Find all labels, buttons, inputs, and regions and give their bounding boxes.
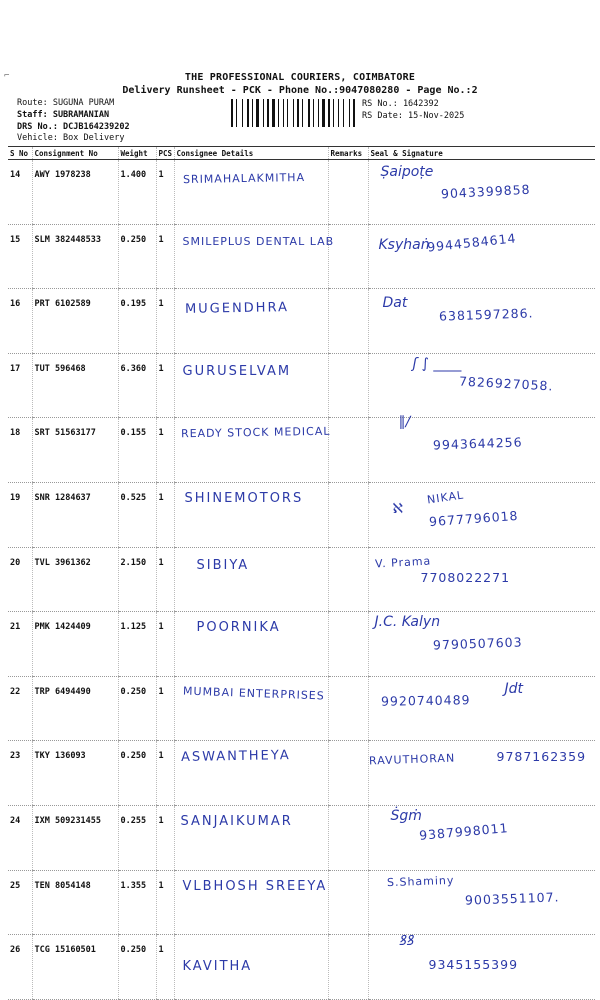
row-sno: 20: [8, 547, 32, 612]
row-consignee-cell: [174, 482, 328, 547]
barcode-bar: [326, 99, 327, 127]
col-consignment: Consignment No: [32, 147, 118, 160]
row-pcs: 1: [156, 676, 174, 741]
table-row: [8, 224, 595, 289]
barcode-bar: [353, 99, 355, 127]
row-pcs: 1: [156, 160, 174, 225]
barcode-bar: [270, 99, 271, 127]
row-seal-signature-cell: [368, 160, 595, 225]
row-seal-signature-cell: [368, 805, 595, 870]
row-consignment-no: PRT 6102589: [32, 289, 118, 354]
barcode-bar: [267, 99, 269, 127]
table-row: [8, 935, 595, 1000]
row-weight: 1.355: [118, 870, 156, 935]
row-weight: 0.250: [118, 224, 156, 289]
row-sno: 16: [8, 289, 32, 354]
row-consignee-cell: [174, 805, 328, 870]
route-label: Route: SUGUNA PURAM: [17, 98, 115, 108]
receiver-name-handwriting: S.Shaminy: [386, 873, 455, 889]
phone-handwriting: 7826927058.: [458, 373, 554, 394]
table-row: [8, 289, 595, 354]
barcode-bar: [283, 99, 284, 127]
barcode-bar: [285, 99, 286, 127]
row-consignee-cell: [174, 870, 328, 935]
row-pcs: 1: [156, 289, 174, 354]
barcode-bar: [315, 99, 317, 127]
barcode-bar: [250, 99, 251, 127]
row-consignment-no: IXM 509231455: [32, 805, 118, 870]
signature-scribble: Ksyhaṅ: [378, 236, 430, 253]
row-seal-signature-cell: [368, 289, 595, 354]
row-pcs: 1: [156, 805, 174, 870]
barcode-bar: [287, 99, 289, 127]
phone-handwriting: 9944584614: [425, 229, 517, 255]
row-consignee-cell: [174, 289, 328, 354]
row-sno: 26: [8, 935, 32, 1000]
table-row: [8, 160, 595, 225]
row-consignment-no: TKY 136093: [32, 741, 118, 806]
row-pcs: 1: [156, 353, 174, 418]
row-seal-signature-cell: [368, 676, 595, 741]
signature-scribble: ℵ: [392, 500, 403, 517]
table-row: [8, 547, 595, 612]
barcode-bar: [302, 99, 303, 127]
col-consignee: Consignee Details: [174, 147, 328, 160]
row-remarks: [328, 870, 368, 935]
barcode-bar: [236, 99, 237, 127]
row-sno: 21: [8, 612, 32, 677]
col-pcs: PCS: [156, 147, 174, 160]
runsheet-table: [8, 146, 595, 1000]
table-row: [8, 353, 595, 418]
row-consignment-no: PMK 1424409: [32, 612, 118, 677]
row-weight: 0.525: [118, 482, 156, 547]
row-pcs: 1: [156, 547, 174, 612]
consignee-handwriting: ASWANTHEYA: [180, 748, 291, 766]
barcode-bar: [320, 99, 321, 127]
row-remarks: [328, 224, 368, 289]
row-consignee-cell: [174, 353, 328, 418]
barcode-bar: [295, 99, 296, 127]
barcode-bar: [231, 99, 233, 127]
row-remarks: [328, 741, 368, 806]
row-seal-signature-cell: [368, 482, 595, 547]
row-pcs: 1: [156, 482, 174, 547]
barcode-bar: [349, 99, 350, 127]
barcode-bar: [272, 99, 275, 127]
row-remarks: [328, 805, 368, 870]
consignee-handwriting: MUMBAI ENTERPRISES: [182, 684, 325, 703]
barcode-bar: [242, 99, 243, 127]
consignee-handwriting: READY STOCK MEDICAL: [180, 425, 331, 441]
row-weight: 0.195: [118, 289, 156, 354]
phone-handwriting: 9787162359: [496, 749, 587, 765]
col-remarks: Remarks: [328, 147, 368, 160]
barcode-bar: [297, 99, 299, 127]
receiver-name-handwriting: RAVUTHORAN: [368, 751, 455, 768]
row-consignee-cell: [174, 676, 328, 741]
barcode-bar: [311, 99, 312, 127]
signature-scribble: J.C. Kalyn: [374, 614, 441, 631]
table-row: [8, 741, 595, 806]
col-weight: Weight: [118, 147, 156, 160]
staff-label: Staff: SUBRAMANIAN: [17, 110, 110, 120]
barcode-bar: [263, 99, 264, 127]
row-sno: 25: [8, 870, 32, 935]
row-sno: 17: [8, 353, 32, 418]
vehicle-label: Vehicle: Box Delivery: [17, 133, 125, 143]
row-sno: 23: [8, 741, 32, 806]
row-pcs: 1: [156, 612, 174, 677]
consignee-handwriting: SIBIYA: [196, 557, 250, 573]
table-row: [8, 870, 595, 935]
row-pcs: 1: [156, 418, 174, 483]
row-seal-signature-cell: [368, 547, 595, 612]
barcode-bar: [351, 99, 352, 127]
row-seal-signature-cell: [368, 741, 595, 806]
row-remarks: [328, 353, 368, 418]
row-consignment-no: TRP 6494490: [32, 676, 118, 741]
drs-number: DRS No.: DCJB164239202: [17, 122, 130, 132]
barcode-bar: [280, 99, 282, 127]
row-pcs: 1: [156, 870, 174, 935]
barcode-bar: [313, 99, 314, 127]
row-weight: 0.255: [118, 805, 156, 870]
row-consignee-cell: [174, 612, 328, 677]
consignee-handwriting: MUGENDHRA: [184, 300, 289, 318]
row-consignee-cell: [174, 741, 328, 806]
phone-handwriting: 9790507603: [432, 634, 523, 653]
signature-scribble: Dat: [382, 295, 408, 312]
consignee-handwriting: GURUSELVAM: [182, 363, 292, 379]
barcode-bar: [328, 99, 330, 127]
row-consignee-cell: [174, 418, 331, 483]
barcode-bar: [333, 99, 334, 127]
barcode-bar: [356, 99, 357, 127]
signature-scribble: ∥∕: [398, 414, 411, 431]
row-sno: 14: [8, 160, 32, 225]
phone-handwriting: 9003551107.: [464, 888, 560, 908]
phone-handwriting: 9043399858: [440, 181, 531, 202]
barcode-bar: [276, 99, 277, 127]
row-consignment-no: TCG 15160501: [32, 935, 118, 1000]
row-remarks: [328, 289, 368, 354]
row-consignee-cell: [174, 160, 328, 225]
col-sno: S No: [8, 147, 32, 160]
signature-scribble: ꝸꝸ: [398, 933, 414, 950]
row-pcs: 1: [156, 741, 174, 806]
table-row: [8, 482, 595, 547]
barcode-bar: [244, 99, 246, 127]
barcode-bar: [343, 99, 344, 127]
barcode-bar: [254, 99, 255, 127]
company-title: THE PROFESSIONAL COURIERS, COIMBATORE: [184, 72, 416, 83]
phone-handwriting: 9920740489: [380, 691, 471, 709]
rs-date: RS Date: 15-Nov-2025: [362, 111, 465, 121]
consignee-handwriting: SRIMAHALAKMITHA: [182, 170, 305, 187]
row-sno: 22: [8, 676, 32, 741]
barcode-bar: [260, 99, 262, 127]
row-weight: 6.360: [118, 353, 156, 418]
page-corner-mark: ⌐: [4, 71, 10, 81]
runsheet-title: Delivery Runsheet - PCK - Phone No.:9047080280 - Page No.:2: [122, 85, 478, 96]
row-sno: 18: [8, 418, 32, 483]
barcode-bar: [300, 99, 301, 127]
barcode-bar: [247, 99, 249, 127]
row-weight: 1.400: [118, 160, 156, 225]
col-seal: Seal & Signature: [368, 147, 595, 160]
row-seal-signature-cell: [368, 414, 595, 483]
barcode-bar: [335, 99, 337, 127]
barcode-bar: [293, 99, 294, 127]
row-pcs: 1: [156, 224, 174, 289]
barcode-bar: [345, 99, 348, 127]
row-seal-signature-cell: [368, 353, 595, 418]
barcode-bar: [304, 99, 307, 127]
barcode-bar: [289, 99, 292, 127]
signature-scribble: Ṣaipoṭe: [380, 164, 434, 180]
receiver-name-handwriting: V. Prama: [374, 554, 432, 571]
consignee-handwriting: VLBHOSH SREEYA: [182, 878, 328, 894]
row-consignment-no: TUT 596468: [32, 353, 118, 418]
phone-handwriting: 9677796018: [428, 507, 519, 530]
row-remarks: [328, 418, 368, 483]
barcode-bar: [238, 99, 241, 127]
table-row: [8, 805, 595, 870]
row-weight: 2.150: [118, 547, 156, 612]
row-consignment-no: SRT 51563177: [32, 418, 118, 483]
row-consignment-no: TEN 8054148: [32, 870, 118, 935]
row-consignee-cell: [174, 547, 328, 612]
row-remarks: [328, 935, 368, 1000]
consignee-handwriting: SHINEMOTORS: [184, 490, 304, 506]
row-remarks: [328, 547, 368, 612]
consignee-handwriting: SMILEPLUS DENTAL LAB: [182, 234, 335, 248]
barcode-bar: [338, 99, 339, 127]
table-header-row: [8, 147, 595, 160]
row-consignment-no: SLM 382448533: [32, 224, 118, 289]
row-weight: 0.250: [118, 676, 156, 741]
row-consignment-no: TVL 3961362: [32, 547, 118, 612]
barcode: [231, 99, 358, 127]
phone-handwriting: 9943644256: [432, 434, 523, 453]
phone-handwriting: 9387998011: [418, 820, 509, 843]
phone-handwriting: 6381597286.: [438, 305, 534, 324]
row-consignee-cell: [174, 935, 328, 1000]
phone-handwriting: 9345155399: [428, 957, 519, 973]
row-sno: 19: [8, 482, 32, 547]
row-weight: 0.250: [118, 935, 156, 1000]
row-weight: 1.125: [118, 612, 156, 677]
row-seal-signature-cell: [368, 612, 595, 677]
row-consignee-cell: [174, 224, 335, 289]
consignee-handwriting: SANJAIKUMAR: [180, 813, 293, 829]
barcode-bar: [252, 99, 253, 127]
barcode-bar: [331, 99, 332, 127]
rs-number: RS No.: 1642392: [362, 99, 439, 109]
row-consignment-no: AWY 1978238: [32, 160, 118, 225]
barcode-bar: [318, 99, 319, 127]
row-pcs: 1: [156, 935, 174, 1000]
table-row: [8, 418, 595, 483]
row-seal-signature-cell: [368, 870, 595, 935]
consignee-handwriting: KAVITHA: [182, 959, 253, 975]
row-weight: 0.155: [118, 418, 156, 483]
signature-scribble: Ṡgṁ: [390, 807, 422, 824]
table-row: [8, 676, 595, 741]
barcode-bar: [265, 99, 266, 127]
row-remarks: [328, 676, 368, 741]
barcode-bar: [322, 99, 325, 127]
table-row: [8, 612, 595, 677]
barcode-bar: [256, 99, 259, 127]
signature-scribble: Jdt: [504, 680, 524, 697]
barcode-bar: [340, 99, 342, 127]
receiver-name-handwriting: NIKAL: [425, 488, 465, 507]
row-sno: 15: [8, 224, 32, 289]
barcode-bar: [234, 99, 235, 127]
consignee-handwriting: POORNIKA: [196, 620, 281, 636]
row-sno: 24: [8, 805, 32, 870]
phone-handwriting: 7708022271: [420, 569, 511, 585]
row-remarks: [328, 482, 368, 547]
row-weight: 0.250: [118, 741, 156, 806]
row-remarks: [328, 160, 368, 225]
signature-scribble: ʃ ∫ ____: [412, 355, 462, 372]
row-remarks: [328, 612, 368, 677]
row-seal-signature-cell: [368, 935, 595, 1000]
row-seal-signature-cell: [368, 224, 595, 289]
row-consignment-no: SNR 1284637: [32, 482, 118, 547]
barcode-bar: [308, 99, 310, 127]
barcode-bar: [278, 99, 279, 127]
